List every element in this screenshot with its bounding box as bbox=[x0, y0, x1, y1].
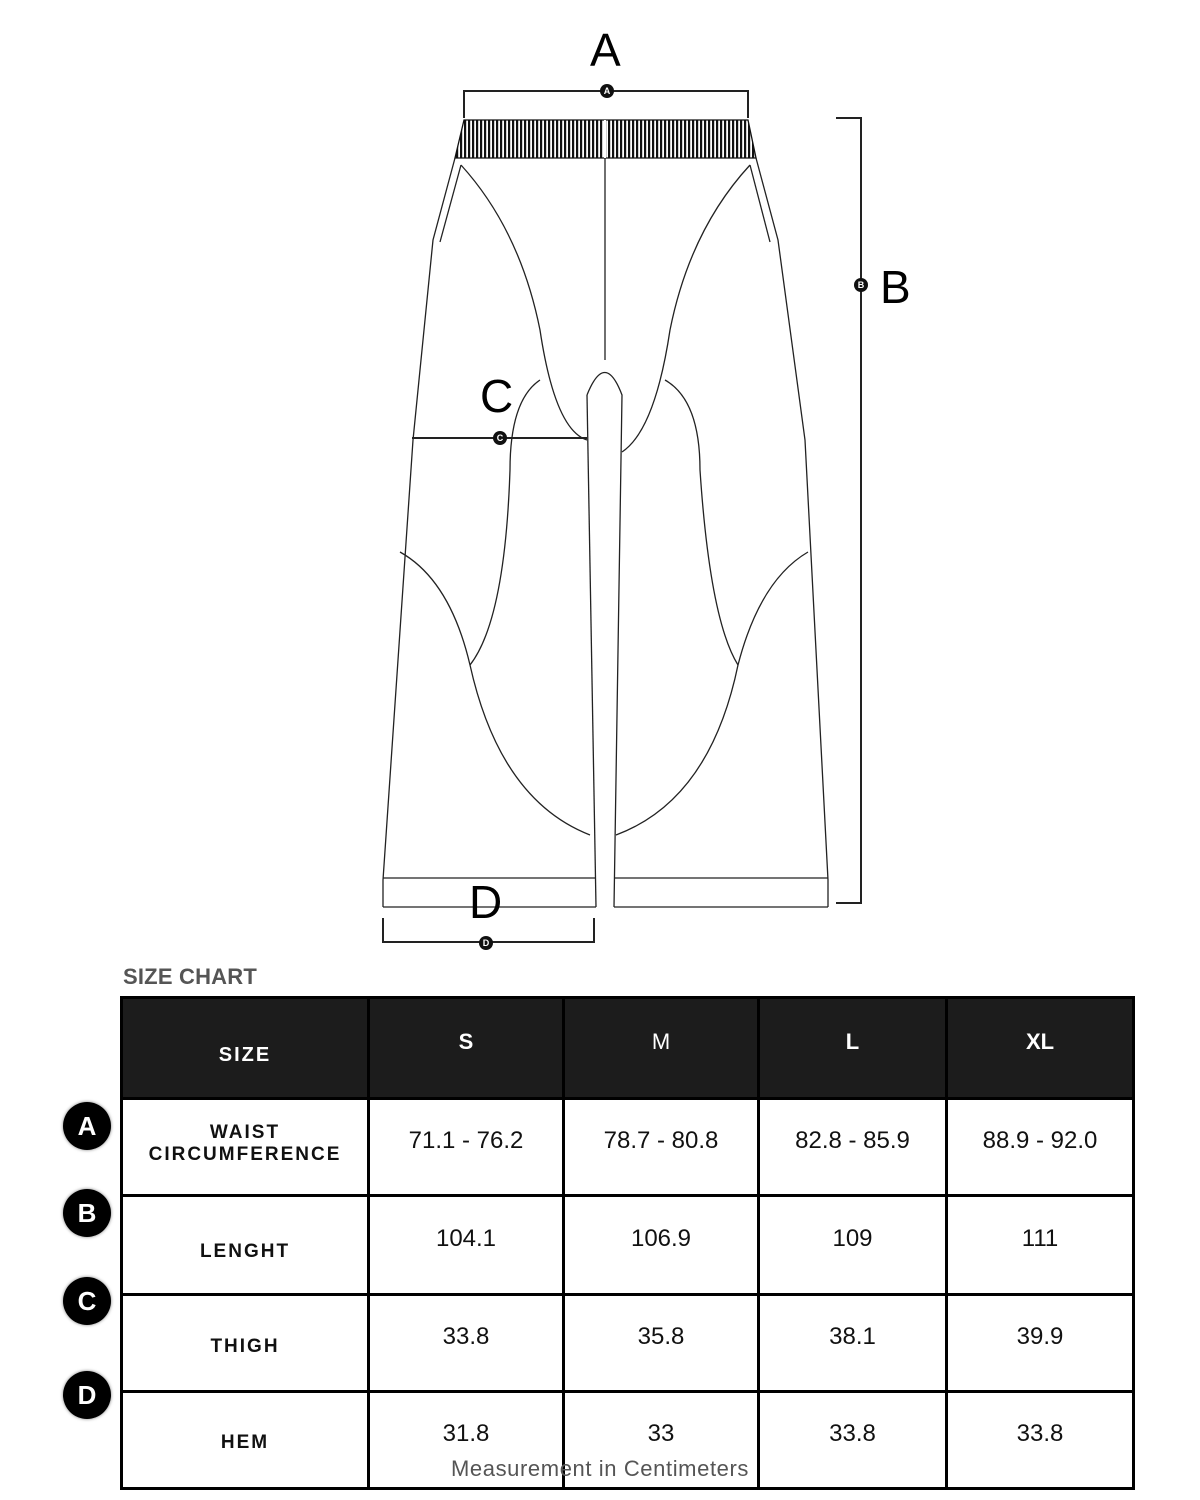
size-chart-title: SIZE CHART bbox=[123, 964, 257, 989]
marker-d: D bbox=[482, 938, 490, 948]
label-c: C bbox=[480, 370, 514, 422]
table-row bbox=[122, 1099, 1134, 1196]
table-row bbox=[122, 1295, 1134, 1392]
row-label-line: CIRCUMFERENCE bbox=[148, 1144, 342, 1165]
cell: 33.8 bbox=[369, 1295, 564, 1392]
cell: 31.8 bbox=[369, 1392, 564, 1489]
cell: 33 bbox=[564, 1392, 759, 1489]
header-m: M bbox=[564, 998, 759, 1099]
cell: 106.9 bbox=[564, 1196, 759, 1295]
marker-b: B bbox=[857, 280, 865, 290]
marker-c: C bbox=[496, 433, 504, 443]
row-label-length: LENGHT bbox=[122, 1196, 369, 1295]
cell: 78.7 - 80.8 bbox=[564, 1099, 759, 1196]
row-label-line: WAIST bbox=[209, 1122, 281, 1143]
cell: 82.8 - 85.9 bbox=[759, 1099, 947, 1196]
header-l: L bbox=[759, 998, 947, 1099]
cell: 104.1 bbox=[369, 1196, 564, 1295]
header-xl: XL bbox=[947, 998, 1134, 1099]
marker-a: A bbox=[603, 86, 611, 96]
cell: 109 bbox=[759, 1196, 947, 1295]
row-label-hem: HEM bbox=[122, 1392, 369, 1489]
table-row bbox=[122, 1196, 1134, 1295]
cell: 39.9 bbox=[947, 1295, 1134, 1392]
cell: 88.9 - 92.0 bbox=[947, 1099, 1134, 1196]
cell: 71.1 - 76.2 bbox=[369, 1099, 564, 1196]
cell: 33.8 bbox=[947, 1392, 1134, 1489]
header-row bbox=[122, 998, 1134, 1099]
row-label-thigh: THIGH bbox=[122, 1295, 369, 1392]
badge-a-icon: A bbox=[63, 1102, 111, 1150]
cell: 38.1 bbox=[759, 1295, 947, 1392]
cell: 111 bbox=[947, 1196, 1134, 1295]
cell: 33.8 bbox=[759, 1392, 947, 1489]
label-a: A bbox=[590, 24, 621, 76]
row-label-waist bbox=[122, 1099, 369, 1196]
header-s: S bbox=[369, 998, 564, 1099]
badge-c-icon: C bbox=[63, 1277, 111, 1325]
label-b: B bbox=[880, 261, 911, 313]
badge-d-icon: D bbox=[63, 1371, 111, 1419]
badge-b-icon: B bbox=[63, 1189, 111, 1237]
cell: 35.8 bbox=[564, 1295, 759, 1392]
label-d: D bbox=[469, 876, 503, 928]
size-chart-table bbox=[120, 996, 1135, 1490]
footnote: Measurement in Centimeters bbox=[450, 1456, 750, 1481]
header-size: SIZE bbox=[122, 998, 369, 1099]
